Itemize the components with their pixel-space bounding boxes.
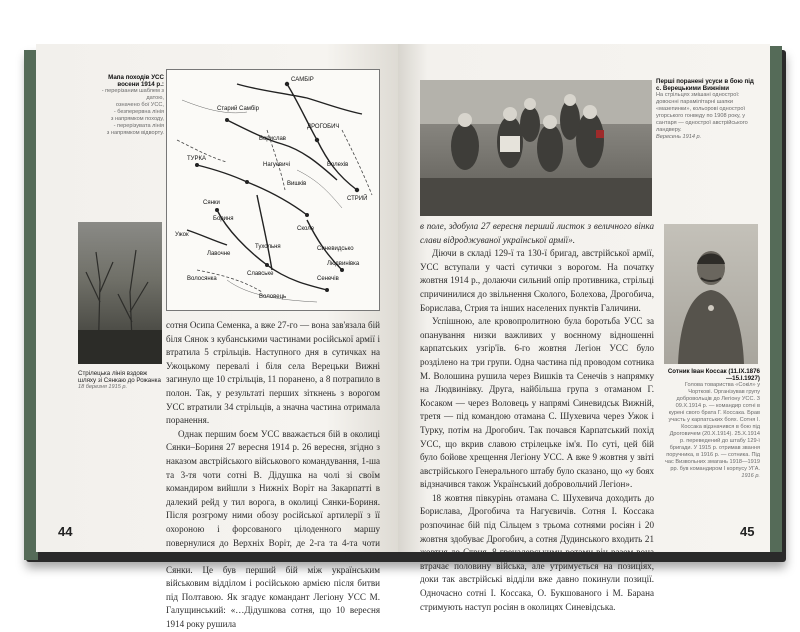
map-caption-line: означено бої УСС,	[115, 102, 164, 108]
paragraph: Однак першим боєм УСС вважається бій в околиці Сянки–Бориня 27 вересня 1914 р. 26 вересня, згідно з наказом австрійського військового командування, 1-ша та 3-тя чоти сотні В. Дідушка на чолі зі своїм командиром вийшли з Нижніх Воріт на Закарпатті в далекий рейд у тил ворога, в околиці Сянки-Бориня. Після розгрому ними обозу російської артилерії з її охороною і форсованого цілоденного маршу повернулися до Верхніх Воріт, де 2-га та 4-та чоти вели бій з московським відділом і поверталися на Сянки. Це був перший бій між українським військовим відділом і російською армією після битви під Полтавою. Як згадує командант Легіону УСС М. Галущинський: «…Дідушкова сотня, що 10 вересня 1914 року рушила	[166, 428, 380, 630]
wounded-caption-body: На стрільцях змішані однострої: довоєнні парамілітарні шапки «мазепинки», кольорові однострої угорського гонведу по 1908 року, у сантаря — однострої австрійського ландверу.	[656, 92, 748, 133]
map-label: Лавочне	[207, 251, 231, 257]
map-label: Людвинівка	[327, 261, 360, 267]
portrait-caption-title: Сотник Іван Коссак (11.IX.1876—15.I.1927)	[667, 368, 760, 382]
map-label: Болехів	[327, 162, 349, 168]
trench-photo	[78, 222, 162, 364]
map-caption-line: - безперервна лінія	[113, 109, 164, 115]
trench-caption-date: 18 березня 1915 р.	[78, 384, 128, 390]
map-caption-title: Мапа походів УСС восени 1914 р.:	[108, 74, 164, 88]
trench-caption	[78, 370, 164, 391]
wounded-caption-title: Перші поранені усуси в бою під с. Верецькими Вижніми	[656, 78, 754, 92]
map-caption-line: з напрямком походу,	[110, 116, 164, 122]
left-page	[36, 44, 398, 630]
map-label: Тухольня	[255, 244, 281, 250]
map-label: Борислав	[259, 136, 286, 142]
map-caption-line: - перерізаним шаблем з датою,	[101, 88, 164, 101]
campaign-map	[166, 69, 380, 311]
map-caption-line: - перерізувата лінія	[113, 123, 164, 129]
map-caption	[86, 74, 164, 137]
map-label: Нагуєвичі	[263, 162, 290, 168]
paragraph: Діючи в складі 129-ї та 130-ї бригад, австрійської армії, УСС вступали у часті сутички з ворогом. На початку жовтня 1914 р., долаючи сильний опір противника, стрільці спричинилися до звільнення Сколого, Болехова, Дрогобича, Борислава, Стрия та інших населених пунктів Галичини.	[420, 248, 654, 313]
map-label: САМБІР	[291, 77, 314, 83]
map-label: Бориня	[213, 216, 234, 222]
map-label: Синевидсько	[317, 246, 354, 252]
map-label: Вишків	[287, 181, 307, 187]
paragraph: сотня Осипа Семенка, а вже 27-го — вона зав'язала бій біля Сянок з кубанськими частинами російської армії і втратила 5 стрільців. Наступного дня в сутичках на Ужоцькому перевалі і біля села Верецьки Вижні загинуло ще 10 стрільців, 11 поранено, а 8 потрапило в полон. Так, у результаті перших зіткнень з ворогом УСС втратили 34 стрільців, а значна частина отримала поранення.	[166, 320, 380, 426]
map-label: Сколе	[297, 226, 315, 232]
map-label: СТРИЙ	[347, 196, 368, 202]
wounded-soldiers-photo	[420, 80, 652, 216]
portrait-caption	[664, 368, 760, 480]
map-label: Волосянка	[187, 276, 217, 282]
left-body-text	[166, 319, 380, 632]
right-body-text	[420, 220, 654, 614]
wounded-caption-date: Вересень 1914 р.	[656, 134, 702, 140]
map-label: ТУРКА	[187, 156, 206, 162]
cover-edge-right	[768, 46, 782, 552]
map-label: Воловець	[259, 294, 287, 300]
map-label: Сянки	[203, 200, 220, 206]
right-page	[398, 44, 770, 612]
map-label: ДРОГОБИЧ	[307, 124, 340, 130]
trench-caption-title: Стрілецька лінія вздовж шляху зі Сянкаю до Рожанка	[78, 370, 161, 384]
portrait-photo	[664, 224, 758, 364]
map-label: Сенечів	[317, 276, 339, 282]
page-number-right: 45	[740, 524, 755, 539]
map-label: Славське	[247, 271, 274, 277]
paragraph: 18 жовтня півкурінь отамана С. Шухевича доходить до Борислава, Дрогобича та Нагуєвичів. Сотня І. Коссака розпочинає бій під Сільцем з трьома сотнями росіян і 20 жовтня здобуває Дрогобич, а сотня Дудинського входить 21 жовтня до Стрия. 8 гренадерськими ротами він разом вона втрачає половину війська, але утримується на позиціях, доки так австрійські відділи вже давно покинули позиції. Одночасно сотні І. Коссака, О. Букшованого і М. Барана стримують наступ росіян в околицях Синевідська.	[420, 492, 654, 612]
map-caption-line: з напрямком відворту.	[106, 130, 164, 136]
map-label: Ужок	[175, 232, 189, 238]
paragraph: Успішною, але кровопролитною була боротьба УСС за опанування низки важливих у воєнному відношенні карпатських узгір'їв. 6-го жовтня Легіон УСС було розділено на три групи. Одна частина під проводом сотника М. Волошина рушила через Вишків та Сенечів з напрямку на Людвинівку. Друга, найбільша група з отаманом Г. Косаком — через Воловець у напрямі Синевидськ Вижній, третя — під командою отамана С. Шухевича через Ужок і Турку, потім на Дрогобич. Так почався Карпатський похід УСС, що вкрив славою стрілецьке ім'я. По суті, цей бій було бойове хрещення Легіону УСС. А вже 9 жовтня у звіті австрійського Генерального штабу було сказано, що «у боях відзначився також Український добровольчий Легіон».	[420, 316, 654, 490]
paragraph: в поле, здобула 27 вересня перший листок з величного вінка слави відроджуваної української армії».	[420, 221, 654, 245]
portrait-caption-body: Голова товариства «Сокіл» у Чорткові. Організував групу добровольців до Легіону УСС. З 09.Х.1914 р. — командир сотні в курені свого брата Г. Коссака. Брав участь у карпатських боях. Сотня І. Коссака відзначився в бою під Дроговичем (20.Х.1914). 25.Х.1914 р. переведений до штабу 129-ї бригади. У 1915 р. отримав звання поручника, в 1916 р. — сотника. Під час Визвольних змагань 1918—1919 рр. був командиром І корпусу УГА.	[664, 382, 760, 472]
page-number-left: 44	[58, 524, 73, 539]
map-label: Старий Самбір	[217, 106, 259, 112]
portrait-caption-date: 1916 р.	[741, 473, 760, 479]
wounded-caption	[656, 78, 758, 141]
